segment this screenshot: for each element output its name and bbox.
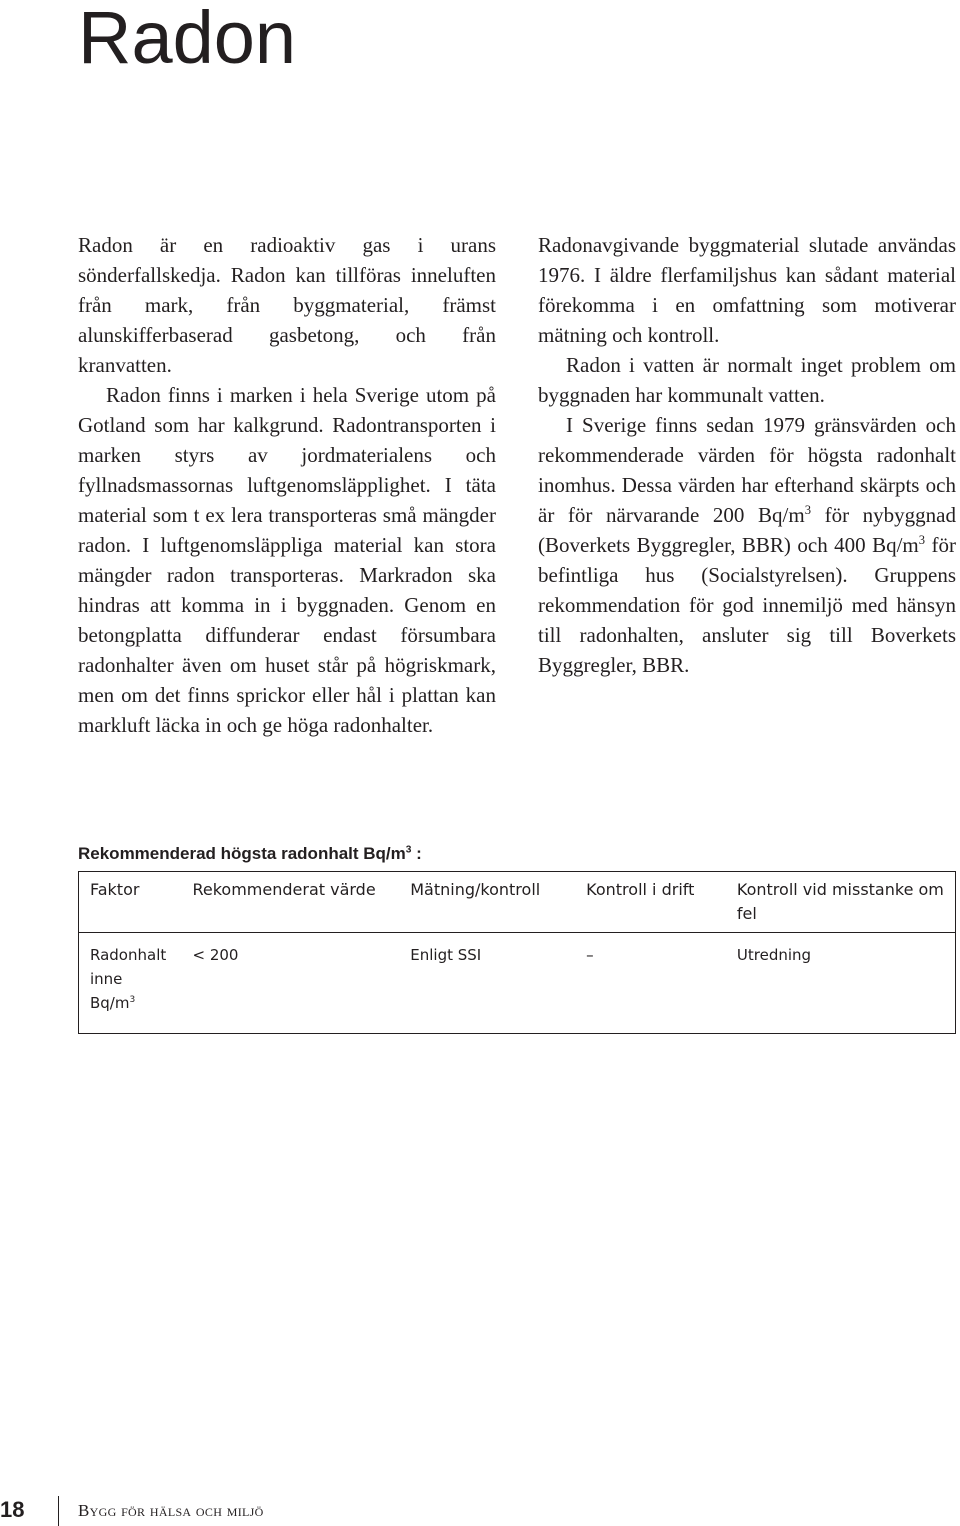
paragraph: Radon i vatten är normalt inget problem om byggnaden har kommunalt vatten. [538,353,956,407]
paragraph [538,410,956,680]
text-run: för befintliga hus (Socialstyrelsen). Gruppens rekommendation för god innemiljö med hänsyn till radonhalten, ansluter sig till Boverkets Byggregler, BBR. [538,533,956,677]
table-header-row [79,872,956,933]
table-heading-suffix: : [411,844,422,863]
page-footer [0,1496,960,1526]
paragraph: Radonavgivande byggmaterial slutade användas 1976. I äldre flerfamiljshus kan sådant material förekomma i en omfattning som motiverar mätning och kontroll. [538,233,956,347]
column-header: Kontroll vid misstanke om fel [736,880,944,923]
text-run: I Sverige finns sedan 1979 gränsvärden och rekommenderade värden för högsta radonhalt inomhus. Dessa värden har efterhand skärpts och är för närvarande 200 Bq/m [538,413,956,527]
left-text-column [78,230,496,740]
column-header: Kontroll i drift [586,880,695,899]
table-row [79,933,956,1034]
table-cell [79,933,182,1034]
table-cell: Enligt SSI [410,946,482,964]
paragraph: Radon är en radioaktiv gas i urans sönderfallskedja. Radon kan tillföras inneluften från mark, från byggmaterial, främst alunskifferbaserad gasbetong, och från kranvatten. [78,233,496,377]
radon-table [78,871,956,1034]
paragraph: Radon finns i marken i hela Sverige utom på Gotland som har kalkgrund. Radontransporten i marken styrs av jordmaterialens och fyllnadsmassornas luftgenomsläpplighet. I täta material som t ex lera transporteras små mängder radon. I luftgenomsläppliga material kan stora mängder radon transporteras. Markradon ska hindras att komma in i byggnaden. Genom en betongplatta diffunderar endast försumbara radonhalter även om huset står på högriskmark, men om det finns sprickor eller hål i plattan kan markluft läcka in och ge höga radonhalter. [78,383,496,737]
page-title: Radon [78,0,297,79]
text-run: för nybyggnad (Boverkets Byggregler, BBR) och 400 Bq/m [538,503,957,557]
table-cell: – [586,946,594,964]
table-cell: < 200 [192,946,239,964]
superscript: 3 [804,503,811,517]
column-header: Rekommenderat värde [192,880,376,899]
cell-text: Radonhalt inne Bq/m [90,946,167,1012]
page-number: 18 [0,1497,25,1522]
table-cell: Utredning [736,946,812,964]
footer-divider [58,1496,59,1526]
right-text-column [538,230,956,680]
column-header: Faktor [90,880,140,899]
running-title: Bygg för hälsa och miljö [78,1501,264,1520]
table-heading-text: Rekommenderad högsta radonhalt Bq/m [78,844,406,863]
superscript: 3 [405,844,412,856]
superscript: 3 [918,533,926,547]
superscript: 3 [129,995,136,1005]
column-header: Mätning/kontroll [410,880,541,899]
table-heading [78,842,422,866]
